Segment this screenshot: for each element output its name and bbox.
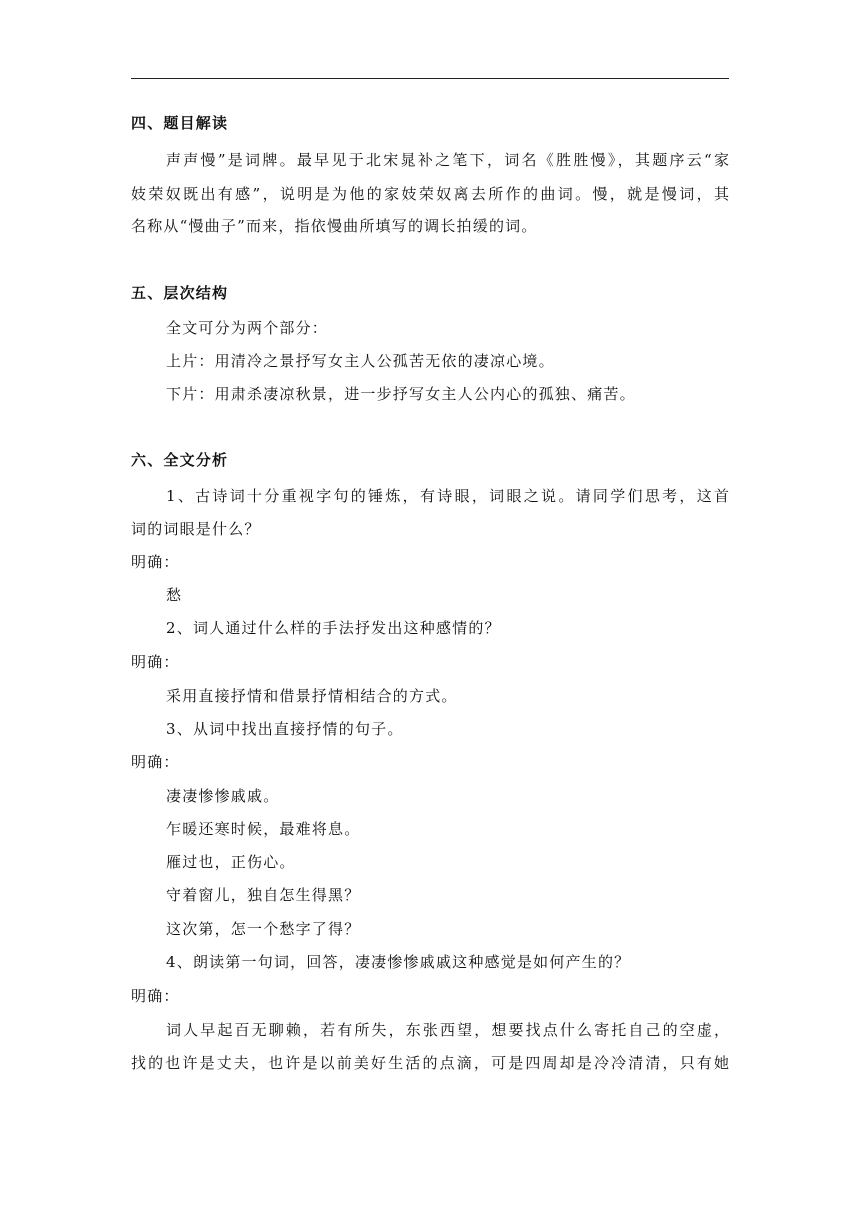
- section-5-intro: 全文可分为两个部分：: [166, 319, 329, 337]
- section-5-part-2: 下片：用肃杀凄凉秋景，进一步抒写女主人公内心的孤独、痛苦。: [166, 385, 636, 403]
- answer-1-label: 明确：: [131, 553, 180, 571]
- answer-2: 采用直接抒情和借景抒情相结合的方式。: [166, 687, 458, 705]
- question-4: 4、朗读第一句词，回答，凄凄惨惨戚戚这种感觉是如何产生的？: [166, 953, 631, 971]
- answer-3-line-4: 守着窗儿，独自怎生得黑？: [166, 886, 361, 904]
- answer-1: 愁: [166, 586, 183, 604]
- section-5-part-1: 上片：用清冷之景抒写女主人公孤苦无依的凄凉心境。: [166, 352, 555, 370]
- section-4-heading: 四、题目解读: [131, 114, 229, 132]
- section-6-heading: 六、全文分析: [131, 451, 229, 469]
- answer-4-line-1: 词人早起百无聊赖，若有所失，东张西望，想要找点什么寄托自己的空虚，: [166, 1021, 729, 1039]
- answer-3-line-1: 凄凄惨惨戚戚。: [166, 787, 280, 805]
- section-4-para-line-2: 妓荣奴既出有感”，说明是为他的家妓荣奴离去所作的曲词。慢，就是慢词，其: [131, 185, 729, 203]
- question-3: 3、从词中找出直接抒情的句子。: [166, 720, 404, 738]
- answer-3-line-2: 乍暖还寒时候，最难将息。: [166, 820, 361, 838]
- answer-3-line-5: 这次第，怎一个愁字了得？: [166, 920, 361, 938]
- section-4-para-line-3: 名称从“慢曲子”而来，指依慢曲所填写的调长拍缓的词。: [131, 217, 538, 235]
- question-2: 2、词人通过什么样的手法抒发出这种感情的？: [166, 619, 501, 637]
- answer-4-label: 明确：: [131, 987, 180, 1005]
- section-4-para-line-1: 声声慢”是词牌。最早见于北宋晁补之笔下，词名《胜胜慢》，其题序云“家: [166, 151, 729, 169]
- header-rule: [131, 78, 729, 79]
- answer-3-label: 明确：: [131, 753, 180, 771]
- question-1-line-2: 词的词眼是什么？: [131, 520, 261, 538]
- section-5-heading: 五、层次结构: [131, 284, 229, 302]
- answer-4-line-2: 找的也许是丈夫，也许是以前美好生活的点滴，可是四周却是冷冷清清，只有她: [131, 1054, 729, 1072]
- answer-3-line-3: 雁过也，正伤心。: [166, 853, 296, 871]
- answer-2-label: 明确：: [131, 653, 180, 671]
- question-1-line-1: 1、古诗词十分重视字句的锤炼，有诗眼，词眼之说。请同学们思考，这首: [166, 487, 729, 505]
